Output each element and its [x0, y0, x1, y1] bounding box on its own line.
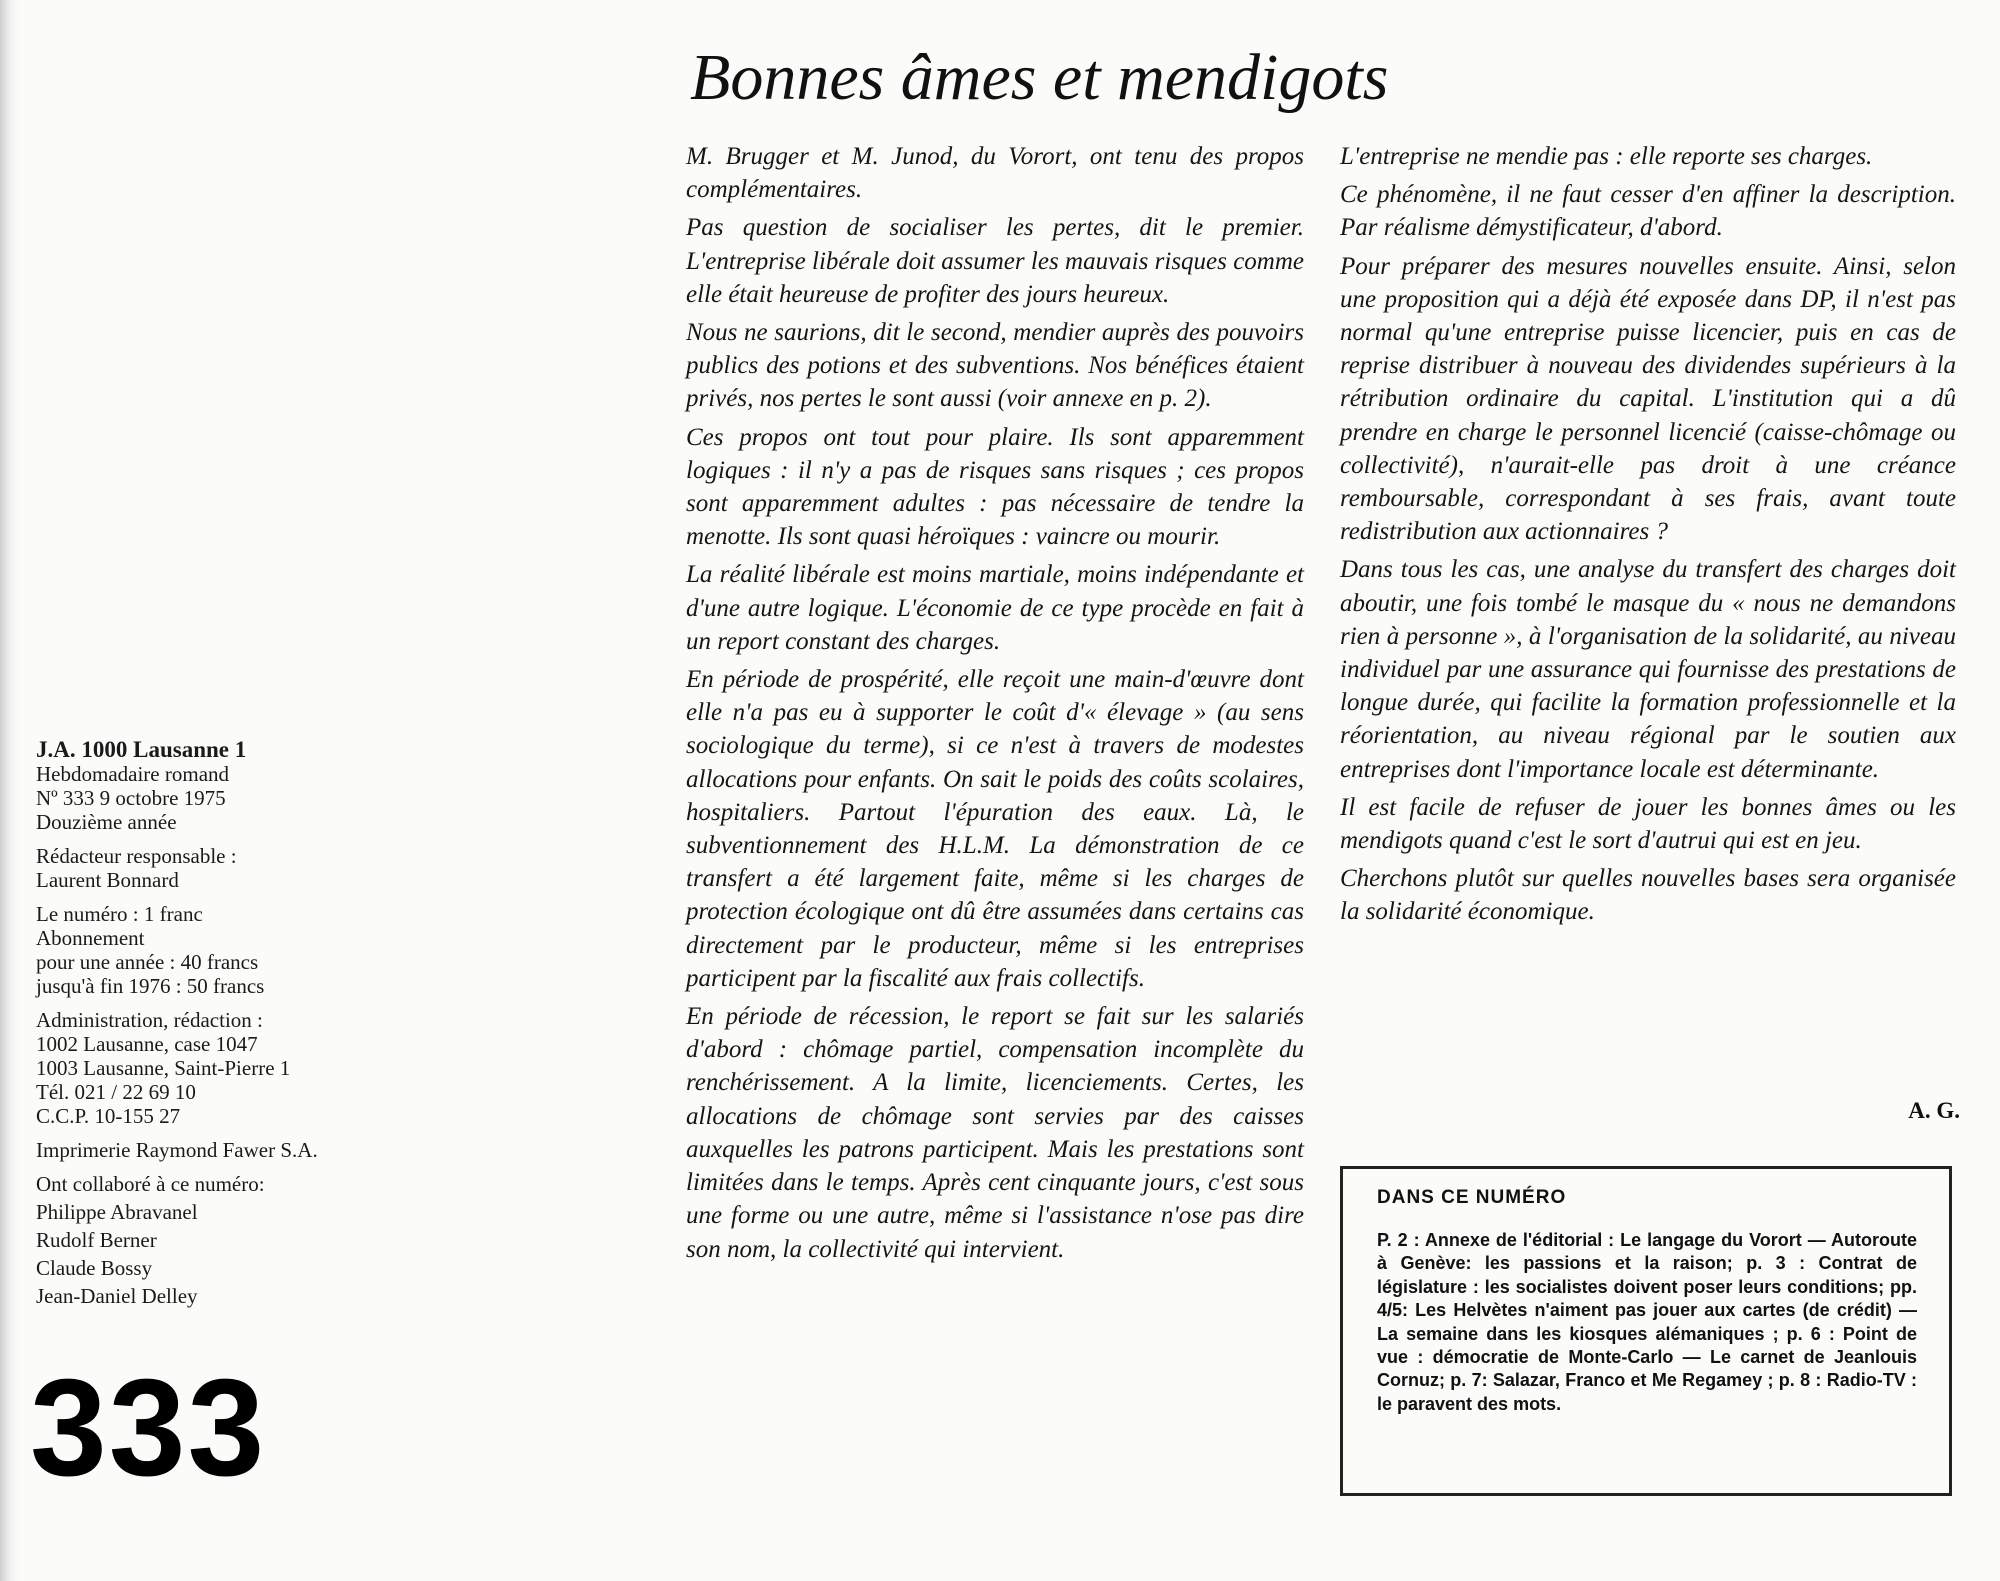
paragraph: La réalité libérale est moins martiale, moins indépendante et d'une autre logique. L'économie de ce type procède en fait à un report constant des charges. — [686, 561, 1304, 655]
contributor: Rudolf Berner — [36, 1228, 157, 1252]
contributor: Claude Bossy — [36, 1256, 153, 1280]
ccp: C.C.P. 10-155 27 — [36, 1104, 181, 1128]
publication-type: Hebdomadaire romand — [36, 762, 230, 786]
paragraph: Il est facile de refuser de jouer les bonnes âmes ou les mendigots quand c'est le sort d'autrui qui est en jeu. — [1340, 793, 1956, 855]
contents-box — [1340, 1166, 1952, 1496]
paragraph: Cherchons plutôt sur quelles nouvelles bases sera organisée la solidarité économique. — [1340, 865, 1956, 926]
article-headline: Bonnes âmes et mendigots — [690, 41, 1389, 114]
paragraph: Dans tous les cas, une analyse du transfert des charges doit aboutir, une fois tombé le masque du « nous ne demandons rien à personne », à l'organisation de la solidarité, au niveau individuel par une assurance qui fournisse des prestations de longue durée, qui facilite la formation professionnelle et la réorientation, au niveau régional par le soutien aux entreprises dont l'importance locale est déterminante. — [1340, 556, 1956, 783]
contributor: Jean-Daniel Delley — [36, 1284, 198, 1308]
paragraph: Nous ne saurions, dit le second, mendier auprès des pouvoirs publics des potions et des subventions. Nos bénéfices étaient privés, nos pertes le sont aussi (voir annexe en p. 2). — [686, 319, 1304, 413]
issue-date: Nº 333 9 octobre 1975 — [36, 786, 226, 810]
editor-label: Rédacteur responsable : — [36, 844, 237, 868]
paragraph: En période de récession, le report se fait sur les salariés d'abord : chômage partiel, compensation incomplète du renchérissement. A la limite, licenciements. Certes, les allocations de chômage sont servies par des caisses auxquelles les patrons participent. Mais les prestations sont limitées dans le temps. Après cent cinquante jours, c'est sous une forme ou une autre, même si l'assistance n'ose pas dire son nom, la collectivité qui intervient. — [686, 1003, 1304, 1263]
paragraph: Ces propos ont tout pour plaire. Ils sont apparemment logiques : il n'y a pas de risques sans risques ; ces propos sont apparemment adultes : pas nécessaire de tendre la menotte. Ils sont quasi héroïques : vaincre ou mourir. — [686, 423, 1304, 551]
paragraph: En période de prospérité, elle reçoit une main-d'œuvre dont elle n'a pas eu à supporter le coût d'« élevage » (au sens sociologique du terme), si ce n'est à travers de modestes allocations pour enfants. On sait le poids des coûts scolaires, hospitaliers. Partout l'épuration des eaux. Là, le subventionnement des H.L.M. La démonstration de ce transfert a été largement faite, même si les charges de protection écologique ont dû être assumées dans certains cas directement par le producteur, même si les entreprises participent par la fiscalité aux frais collectifs. — [686, 666, 1304, 992]
contents-title: DANS CE NUMÉRO — [1377, 1187, 1567, 1208]
subscription-year: pour une année : 40 francs — [36, 950, 259, 974]
paragraph: Pour préparer des mesures nouvelles ensuite. Ainsi, selon une proposition qui a déjà été exposée dans DP, il n'est pas normal qu'une entreprise puisse licencier, puis en cas de reprise distribuer à nouveau des dividendes supérieurs à la rétribution ordinaire du capital. L'institution qui a dû prendre en charge le personnel licencié (caisse-chômage ou collectivité), n'aurait-elle pas droit à une créance remboursable, correspondant à ses frais, avant toute redistribution aux actionnaires ? — [1340, 252, 1956, 546]
volume-year: Douzième année — [36, 810, 177, 834]
subscription-label: Abonnement — [36, 926, 145, 950]
admin-label: Administration, rédaction : — [36, 1008, 263, 1032]
issue-number: 333 — [30, 1351, 267, 1505]
address-street: 1003 Lausanne, Saint-Pierre 1 — [36, 1056, 291, 1080]
paragraph: Pas question de socialiser les pertes, dit le premier. L'entreprise libérale doit assumer les mauvais risques comme elle était heureuse de profiter des jours heureux. — [686, 214, 1304, 308]
contributor: Philippe Abravanel — [36, 1200, 198, 1224]
contributors-label: Ont collaboré à ce numéro: — [36, 1172, 265, 1196]
price-issue: Le numéro : 1 franc — [36, 902, 203, 926]
phone: Tél. 021 / 22 69 10 — [36, 1080, 196, 1104]
article-column-1 — [686, 140, 1304, 1271]
publication-info — [36, 738, 456, 1318]
postal-line: J.A. 1000 Lausanne 1 — [36, 737, 247, 762]
author-signature: A. G. — [1908, 1098, 1960, 1123]
paragraph: M. Brugger et M. Junod, du Vorort, ont tenu des propos complémentaires. — [686, 143, 1304, 204]
contents-body: P. 2 : Annexe de l'éditorial : Le langage du Vorort — Autoroute à Genève: les passions et la raison; p. 3 : Contrat de législature : les socialistes doivent poser leurs conditions; pp. 4/5: Les Helvètes n'aiment pas jouer aux cartes (de crédit) — La semaine dans les kiosques alémaniques ; p. 6 : Point de vue : démocratie de Monte-Carlo — Le carnet de Jeanlouis Cornuz; p. 7: Salazar, Franco et Me Regamey ; p. 8 : Radio-TV : le paravent des mots. — [1377, 1230, 1917, 1414]
subscription-1976: jusqu'à fin 1976 : 50 francs — [36, 974, 265, 998]
paragraph: L'entreprise ne mendie pas : elle reporte ses charges. — [1340, 143, 1873, 170]
editor-name: Laurent Bonnard — [36, 868, 179, 892]
paragraph: Ce phénomène, il ne faut cesser d'en affiner la description. Par réalisme démystificateur, d'abord. — [1340, 181, 1956, 242]
printer: Imprimerie Raymond Fawer S.A. — [36, 1138, 318, 1162]
page-edge — [0, 0, 18, 1581]
address-case: 1002 Lausanne, case 1047 — [36, 1032, 258, 1056]
article-column-2 — [1340, 140, 1956, 934]
